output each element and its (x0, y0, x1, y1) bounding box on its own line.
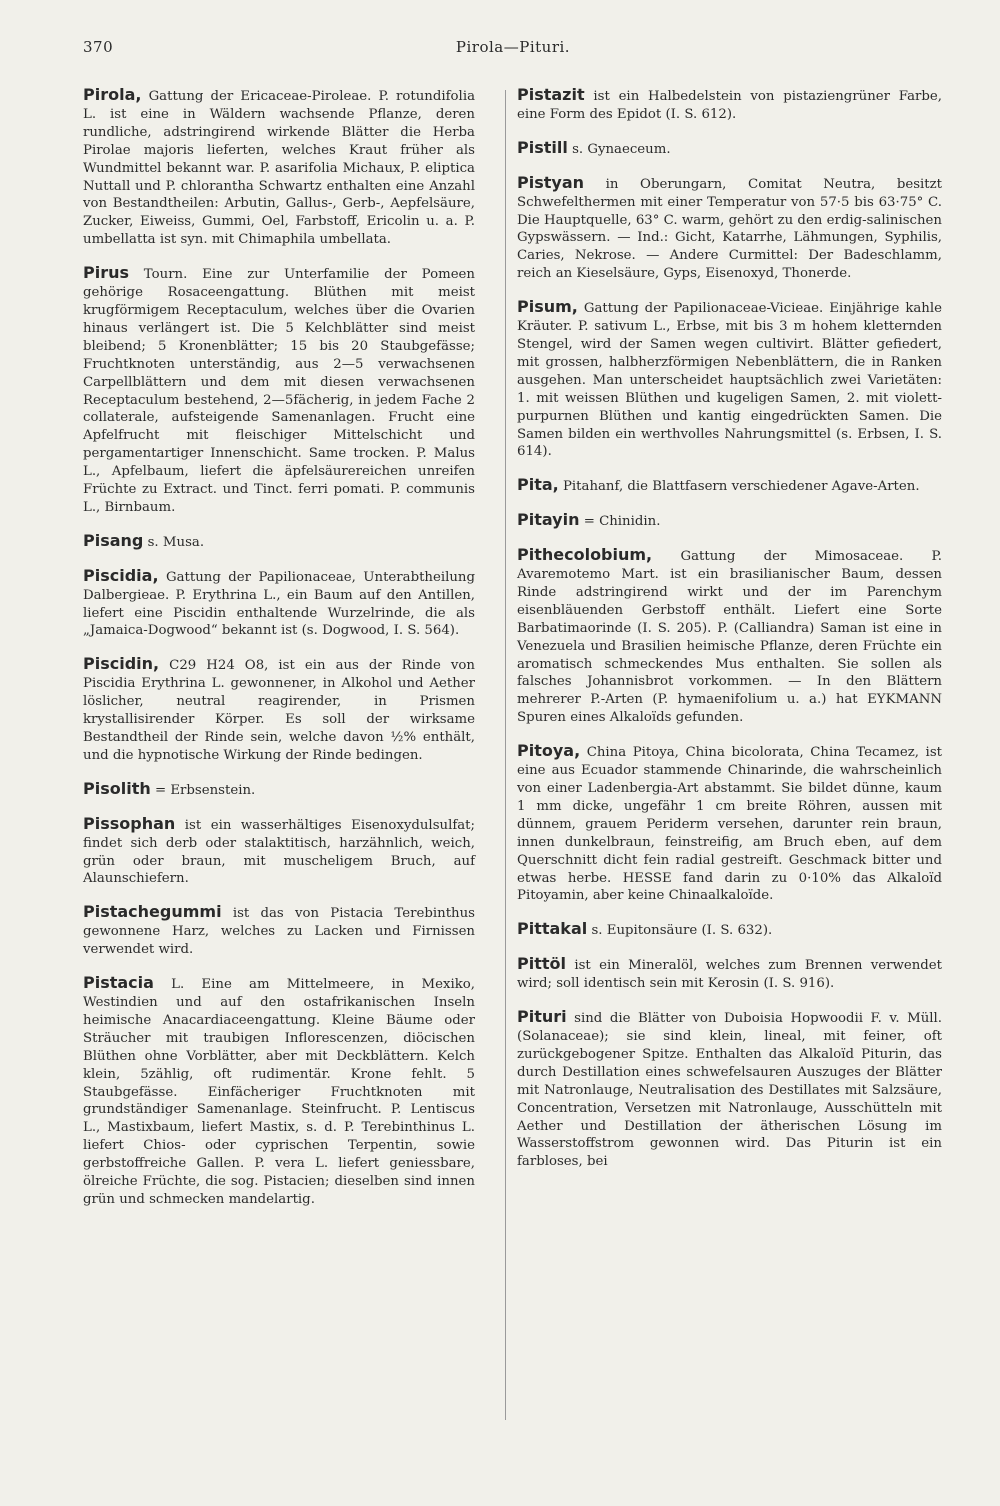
entry-headword: Pittakal (517, 919, 588, 939)
entry (83, 780, 475, 800)
entry-headword: Pisang (83, 530, 144, 550)
entry-headword: Pituri (517, 1007, 567, 1027)
entry (83, 815, 475, 889)
entry (83, 567, 475, 641)
entry (517, 1008, 942, 1171)
entry-headword: Pistill (517, 137, 568, 157)
entry-text: s. Eupitonsäure (I. S. 632). (591, 923, 773, 939)
entry (517, 955, 942, 993)
entry-text: ist ein Mineralöl, welches zum Brennen verwendet wird; soll identisch sein mit Kerosin (I. S. 916). (517, 958, 942, 992)
entry (517, 139, 942, 159)
entry-text: Gattung der Ericaceae-Piroleae. P. rotundifolia L. ist eine in Wäldern wachsende Pflanze, deren rundliche, adstringirend wirkende Blätter die Herba Pirolae majoris lieferten, welches Kraut früher als Wundmittel bekannt war. P. asarifolia Michaux, P. eliptica Nuttall und P. chlorantha Schwartz enthalten eine Anzahl von Bestandtheilen: Arbutin, Gallus-, Gerb-, Aepfelsäure, Zucker, Eiweiss, Gummi, Oel, Farbstoff, Ericolin u. a. P. umbellatta ist syn. mit Chimaphila umbellata. (83, 89, 475, 248)
entry (83, 86, 475, 249)
page-header (83, 38, 943, 62)
entry-text: sind die Blätter von Duboisia Hopwoodii F. v. Müll. (Solanaceae); sie sind klein, lineal, mit feiner, oft zurückgebogener Spitze. Enthalten das Alkaloïd Piturin, das durch Destillation eines schwefelsauren Auszuges der Blätter mit Natronlauge, Neutralisation des Destillates mit Salzsäure, Concentration, Versetzen mit Natronlauge, Ausschütteln mit Aether und Destillation der ätherischen Lösung im Wasserstoffstrom gewonnen wird. Das Piturin ist ein farbloses, bei (517, 1011, 942, 1170)
entry-text: in Oberungarn, Comitat Neutra, besitzt Schwefelthermen mit einer Temperatur von 57·5 bis 63·75° C. Die Hauptquelle, 63° C. warm, gehört zu den erdig-salinischen Gypswässern. — Ind.: Gicht, Katarrhe, Lähmungen, Syphilis, Caries, Nekrose. — Andere Curmittel: Der Badeschlamm, reich an Kieselsäure, Gyps, Eisenoxyd, Thonerde. (517, 176, 942, 282)
entry-headword: Piscidia, (83, 565, 159, 585)
entry-headword: Pisolith (83, 778, 151, 798)
entry (517, 742, 942, 905)
entry (517, 298, 942, 461)
entry-text: China Pitoya, China bicolorata, China Tecamez, ist eine aus Ecuador stammende Chinarinde, die wahrscheinlich von einer Ladenbergia-Art abstammt. Sie bildet dünne, kaum 1 mm dicke, ungefähr 1 cm breite Röhren, aussen mit dünnem, grauem Periderm versehen, darunter rein braun, innen dunkelbraun, feinstreifig, am Bruch eben, auf dem Querschnitt dicht fein radial gestreift. Geschmack bitter und etwas herbe. HESSE fand darin zu 0·10% das Alkaloïd Pitoyamin, aber keine Chinaalkaloïde. (517, 745, 942, 904)
entry-headword: Pistazit (517, 85, 585, 104)
entry-headword: Pirus (83, 263, 130, 283)
entry-headword: Pirola, (83, 85, 142, 104)
entry (83, 532, 475, 552)
entry-headword: Pisum, (517, 297, 578, 317)
entry-headword: Pissophan (83, 813, 176, 833)
entry (517, 511, 942, 531)
entry-text: C29 H24 O8, ist ein aus der Rinde von Piscidia Erythrina L. gewonnener, in Alkohol und Aether löslicher, neutral reagirender, in Prismen krystallisirender Körper. Es soll der wirksame Bestandtheil der Rinde sein, welche davon ½% enthält, und die hypnotische Wirkung der Rinde bedingen. (83, 658, 475, 763)
entry-text: ist ein wasserhältiges Eisenoxydulsulfat; findet sich derb oder stalaktitisch, harzähnlich, weich, grün oder braun, mit muscheligem Bruch, auf Alaunschiefern. (83, 817, 476, 887)
entry-headword: Pittöl (517, 954, 566, 974)
entry-text: Gattung der Papilionaceae-Vicieae. Einjährige kahle Kräuter. P. sativum L., Erbse, mit bis 3 m hohem kletternden Stengel, wird der Samen wegen cultivirt. Blätter gefiedert, mit grossen, halbherzförmigen Nebenblättern, die in Ranken ausgehen. Man unterscheidet hauptsächlich zwei Varietäten: 1. mit weissen Blüthen und kugeligen Samen, 2. mit violett-purpurnen Blüthen und kantig eingedrückten Samen. Die Samen bilden ein werthvolles Nahrungsmittel (s. Erbsen, I. S. 614). (517, 301, 942, 460)
entry (517, 476, 942, 496)
entry-headword: Pithecolobium, (517, 545, 653, 565)
column-divider (505, 90, 506, 1420)
entry-headword: Pitayin (517, 510, 580, 530)
entry-text: Gattung der Papilionaceae, Unterabtheilung Dalbergieae. P. Erythrina L., ein Baum auf den Antillen, liefert eine Piscidin enthaltende Wurzelrinde, die als „Jamaica-Dogwood“ bekannt ist (s. Dogwood, I. S. 564). (83, 569, 475, 639)
entry-headword: Pistyan (517, 172, 584, 192)
entry (83, 655, 475, 764)
entry-text: s. Musa. (147, 534, 205, 550)
entry-text: s. Gynaeceum. (572, 141, 671, 157)
entry (83, 903, 475, 959)
entry (83, 264, 475, 517)
entry (83, 974, 475, 1209)
entry-headword: Pistacia (83, 973, 154, 993)
entry-text: L. Eine am Mittelmeere, in Mexiko, Westindien und auf den ostafrikanischen Inseln heimische Anacardiaceengattung. Kleine Bäume oder Sträucher mit traubigen Inflorescenzen, diöcischen Blüthen ohne Vorblätter, aber mit Deckblättern. Kelch klein, 5zählig, oft rudimentär. Krone fehlt. 5 Staubgefässe. Einfächeriger Fruchtknoten mit grundständiger Samenanlage. Steinfrucht. P. Lentiscus L., Mastixbaum, liefert Mastix, s. d. P. Terebinthinus L. liefert Chios- oder cyprischen Terpentin, sowie gerbstoffreiche Gallen. P. vera L. liefert geniessbare, ölreiche Früchte, die sog. Pistacien; dieselben sind innen grün und schmecken mandelartig. (83, 977, 476, 1207)
entry-text: = Chinidin. (583, 514, 661, 530)
running-title: Pirola—Pituri. (455, 38, 571, 56)
page-number: 370 (83, 38, 114, 56)
entry-headword: Pita, (517, 475, 559, 495)
entry-text: Gattung der Mimosaceae. P. Avaremotemo Mart. ist ein brasilianischer Baum, dessen Rinde adstringirend wirkt und der im Parenchym eisenbläuenden Gerbstoff enthält. Liefert eine Sorte Barbatimaorinde (I. S. 205). P. (Calliandra) Saman ist eine in Venezuela und Brasilien heimische Pflanze, deren Früchte ein aromatisch schmeckendes Mus enthalten. Sie sollen als falsches Johannisbrot vorkommen. — In den Blättern mehrerer P.-Arten (P. hymaenifolium u. a.) hat EYKMANN Spuren eines Alkaloïds gefunden. (517, 549, 943, 726)
entry-text: ist das von Pistacia Terebinthus gewonnene Harz, welches zu Lacken und Firnissen verwendet wird. (83, 906, 475, 958)
right-column (517, 86, 942, 1186)
entry (517, 920, 942, 940)
entry-text: = Erbsenstein. (154, 782, 256, 798)
entry (517, 174, 942, 283)
left-column (83, 86, 475, 1224)
entry-text: ist ein Halbedelstein von pistaziengrüner Farbe, eine Form des Epidot (I. S. 612). (517, 89, 942, 122)
entry-headword: Piscidin, (83, 654, 160, 674)
entry-text: Tourn. Eine zur Unterfamilie der Pomeen gehörige Rosaceengattung. Blüthen mit meist krugförmigem Receptaculum, welches über die Ovarien hinaus verlängert ist. Die 5 Kelchblätter sind meist bleibend; 5 Kronenblätter; 15 bis 20 Staubgefässe; Fruchtknoten unterständig, aus 2—5 verwachsenen Carpellblättern und dem mit diesen verwachsenen Receptaculum bestehend, 2—5fächerig, in jedem Fache 2 collaterale, aufsteigende Samenanlagen. Frucht eine Apfelfrucht mit fleischiger Mittelschicht und pergamentartiger Innenschicht. Same trocken. P. Malus L., Apfelbaum, liefert die äpfelsäurereichen unreifen Früchte zu Extract. und Tinct. ferri pomati. P. communis L., Birnbaum. (83, 267, 475, 515)
entry (517, 546, 942, 727)
entry-headword: Pitoya, (517, 741, 581, 761)
entry (517, 86, 942, 124)
entry-text: Pitahanf, die Blattfasern verschiedener Agave-Arten. (562, 479, 920, 495)
entry-headword: Pistachegummi (83, 902, 222, 922)
